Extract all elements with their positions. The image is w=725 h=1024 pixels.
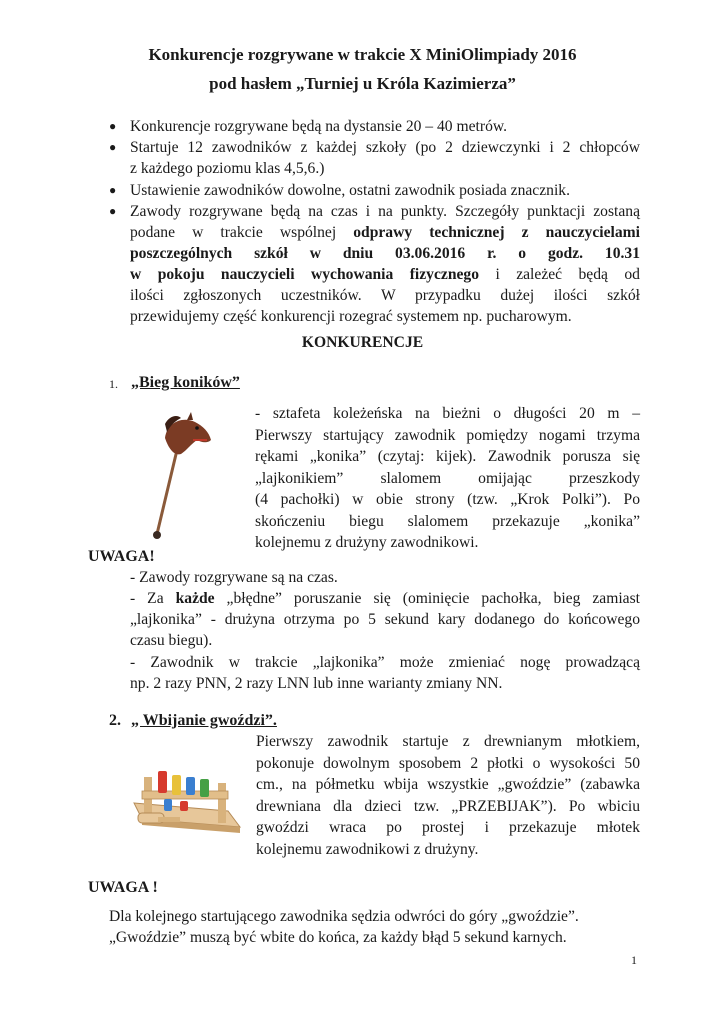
page-number: 1 — [631, 953, 637, 967]
bullet-icon: ● — [109, 204, 117, 218]
bullet-text: z każdego poziomu klas 4,5,6.) — [130, 160, 325, 177]
wooden-peg-toy-image — [128, 757, 244, 841]
hobby-horse-image — [147, 410, 217, 540]
bullet-text: poszczególnych szkół w dniu 03.06.2016 r. o godz. 10.31 — [130, 245, 640, 262]
uwaga-line: - Za każde „błędne” poruszanie się (ominięcie pachołka, bieg zamiast — [130, 590, 640, 607]
uwaga-line: - Zawody rozgrywane są na czas. — [130, 569, 338, 586]
bullet-text: Ustawienie zawodników dowolne, ostatni zawodnik posiada znacznik. — [130, 182, 570, 199]
bullet-icon: ● — [109, 119, 117, 133]
section-heading: KONKURENCJE — [301, 334, 424, 351]
bullet-text: podane w trakcie wspólnej odprawy technicznej z nauczycielami — [130, 224, 640, 241]
final-note-line: „Gwoździe” muszą być wbite do końca, za każdy błąd 5 sekund karnych. — [109, 929, 567, 946]
uwaga-line: „lajkonika” - drużyna otrzyma po 5 sekund kary dodanego do końcowego — [130, 611, 640, 628]
item-title: „ Wbijanie gwoździ”. — [131, 712, 277, 729]
item-number: 2. — [109, 712, 121, 729]
uwaga-label: UWAGA ! — [88, 879, 158, 896]
bullet-text: w pokoju nauczycieli wychowania fizycznego i zależeć będą od — [130, 266, 640, 283]
bullet-text: Zawody rozgrywane będą na czas i na punkty. Szczegóły punktacji zostaną — [130, 203, 640, 220]
bullet-text: Konkurencje rozgrywane będą na dystansie 20 – 40 metrów. — [130, 118, 508, 135]
uwaga-line: - Zawodnik w trakcie „lajkonika” może zmieniać nogę prowadzącą — [130, 654, 640, 671]
bullet-icon: ● — [109, 140, 117, 154]
uwaga-line: np. 2 razy PNN, 2 razy LNN lub inne warianty zmiany NN. — [130, 675, 503, 692]
item-title: „Bieg koników” — [131, 374, 240, 391]
bullet-icon: ● — [109, 183, 117, 197]
item2-description: Pierwszy zawodnik startuje z drewnianym młotkiem, pokonuje dowolnym sposobem 2 płotki o wysokości 50 cm., na półmetku wbija wszystkie „gwoździe” (zabawka drewniana dla dzieci tzw. „PRZEBIJAK”). Po wbiciu gwoździ wraca po prostej i przekazuje młotek kolejnemu zawodnikowi z drużyny. — [256, 733, 640, 858]
bullet-text: Startuje 12 zawodników z każdej szkoły (po 2 dziewczynki i 2 chłopców — [130, 139, 640, 156]
uwaga-label: UWAGA! — [88, 548, 155, 565]
item-number: 1. — [109, 377, 118, 391]
final-note-line: Dla kolejnego startującego zawodnika sędzia odwróci do góry „gwoździe”. — [109, 908, 579, 925]
document-title-line-2: pod hasłem „Turniej u Króla Kazimierza” — [209, 74, 516, 93]
item1-description: - sztafeta koleżeńska na bieżni o długości 20 m – Pierwszy startujący zawodnik pomiędzy nogami trzyma rękami „konika” (czytaj: kijek). Zawodnik porusza się „lajkonikiem” slalomem omijając przeszkody (4 pachołki) w obie strony (tzw. „Krok Polki”). Po skończeniu biegu slalomem przekazuje „konika” kolejnemu z drużyny zawodnikowi. — [255, 405, 640, 551]
uwaga-line: czasu biegu). — [130, 632, 213, 649]
bullet-text: przewidujemy część konkurencji rozegrać systemem np. pucharowym. — [130, 308, 572, 325]
bullet-text: ilości zgłoszonych uczestników. W przypadku dużej ilości szkół — [130, 287, 640, 304]
document-title-line-1: Konkurencje rozgrywane w trakcie X MiniOlimpiady 2016 — [148, 45, 577, 64]
